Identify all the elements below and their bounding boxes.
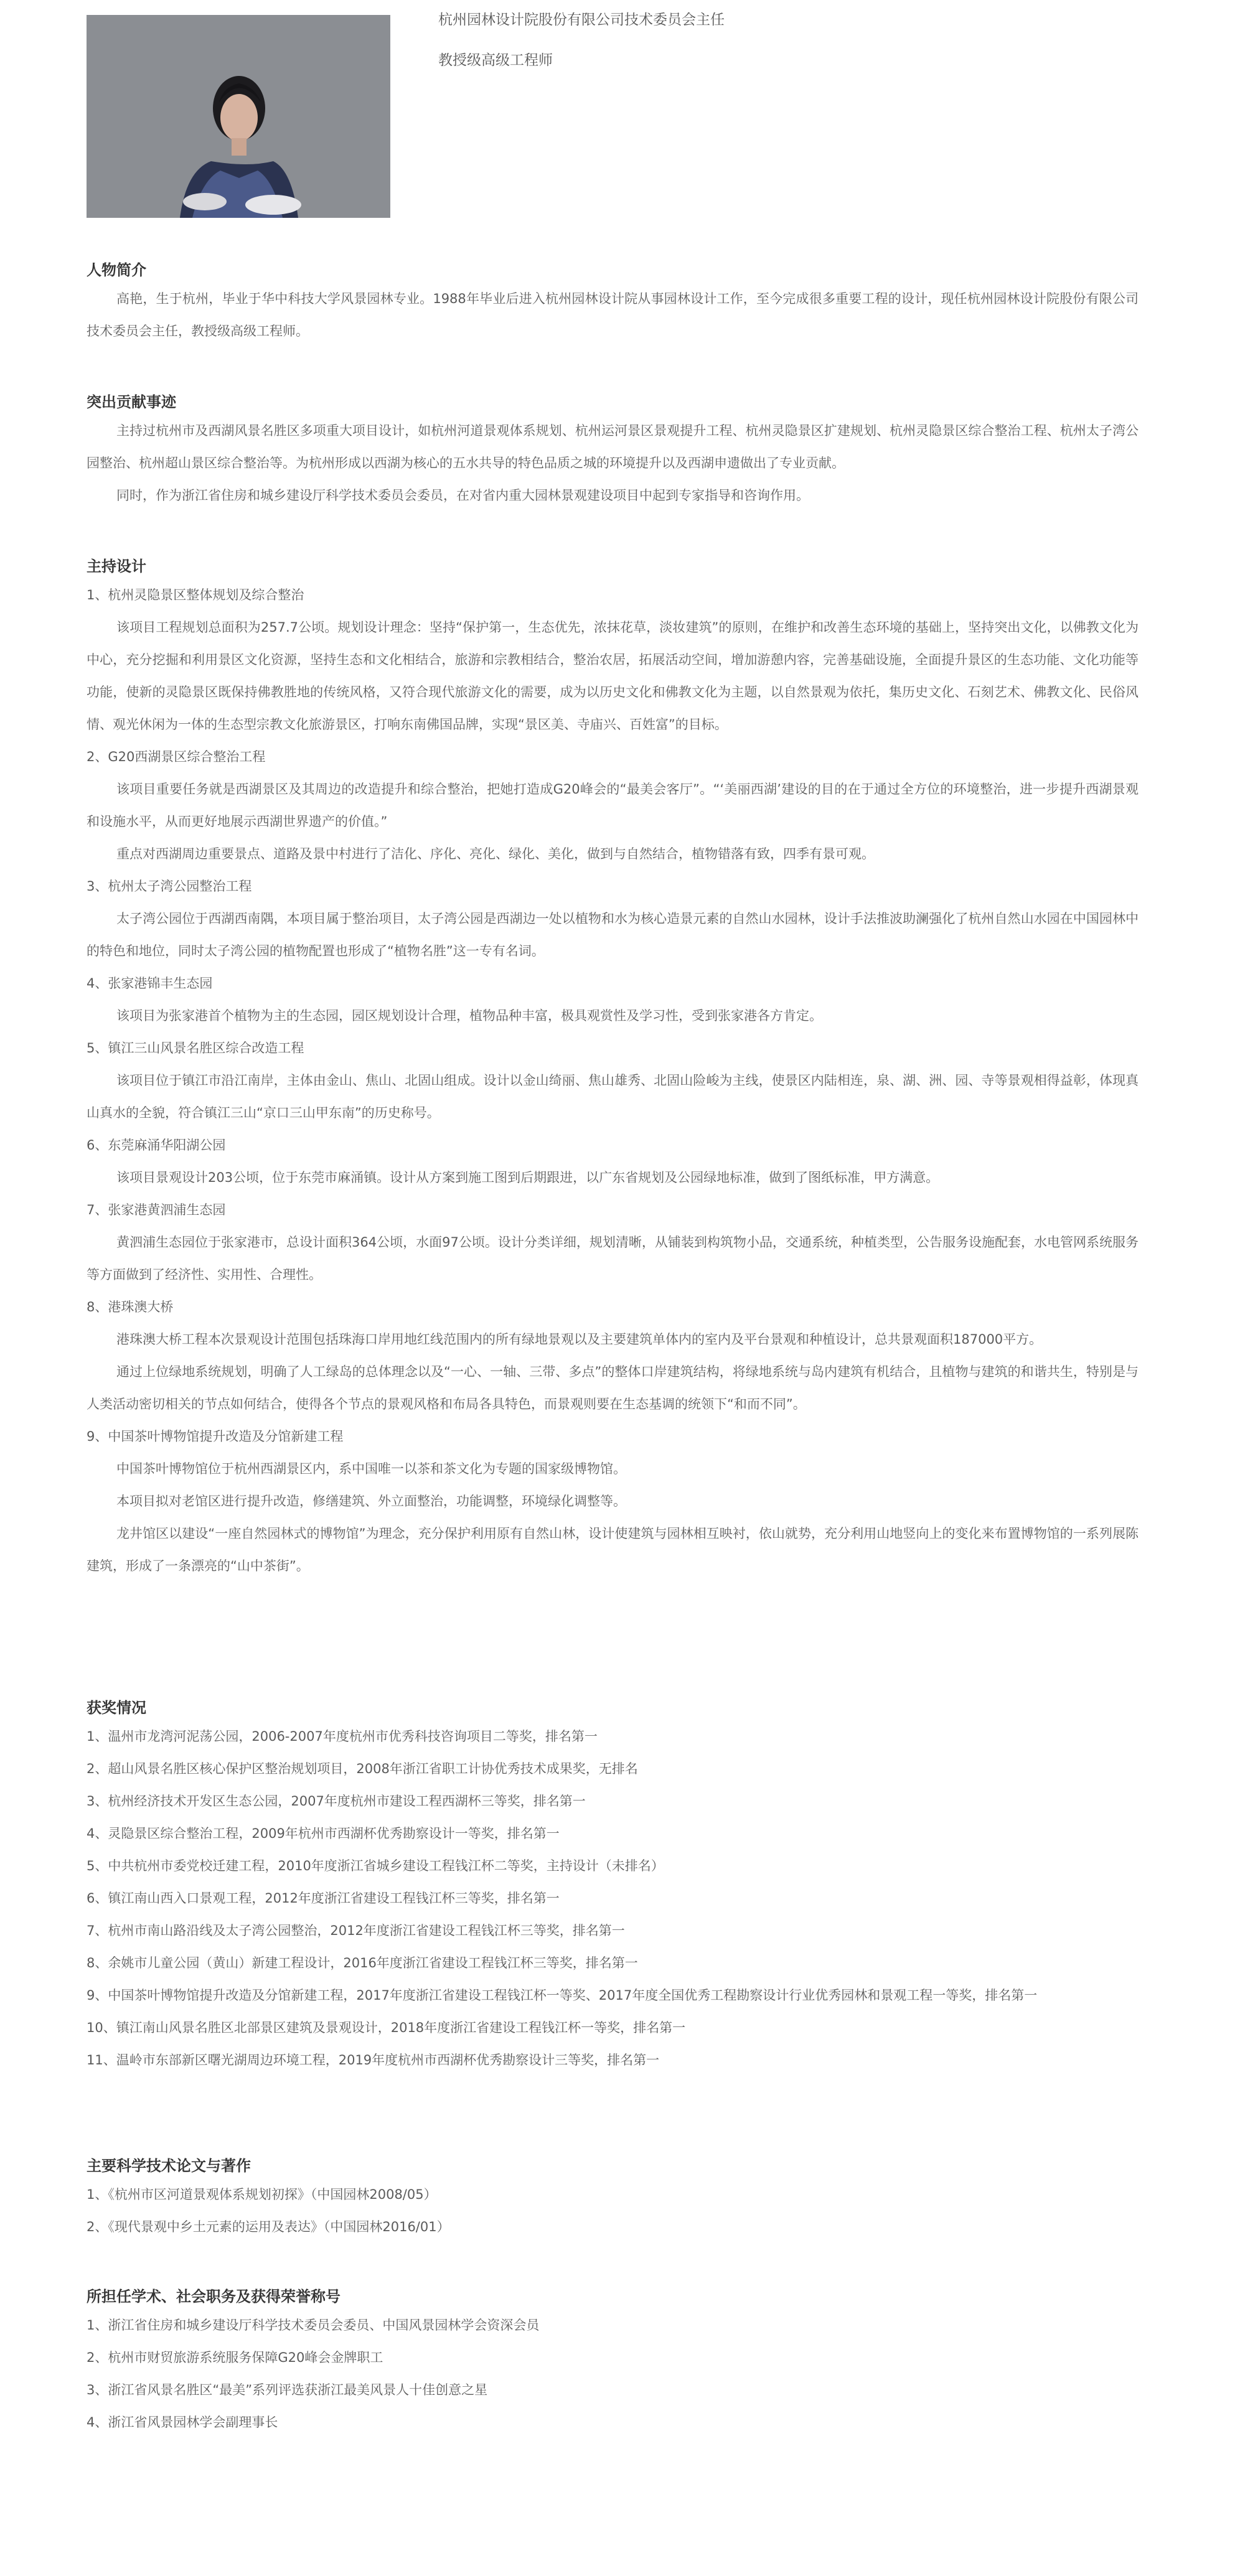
portrait-illustration — [87, 15, 390, 218]
intro-heading: 人物简介 — [87, 261, 146, 279]
design-item-paragraph: 黄泗浦生态园位于张家港市，总设计面积364公顷，水面97公顷。设计分类详细，规划清晰，从铺装到构筑物小品，交通系统，种植类型，公告服务设施配套，水电管网系统服务等方面做到了经济性、实用性、合理性。 — [87, 1235, 1139, 1282]
award-item: 11、温岭市东部新区曙光湖周边环境工程，2019年度杭州市西湖杯优秀勘察设计三等奖，排名第一 — [87, 2053, 660, 2068]
portrait-photo — [87, 15, 390, 218]
design-item-paragraph: 本项目拟对老馆区进行提升改造，修缮建筑、外立面整治，功能调整，环境绿化调整等。 — [116, 1494, 626, 1509]
design-item-paragraph: 该项目景观设计203公顷，位于东莞市麻涌镇。设计从方案到施工图到后期跟进，以广东省规划及公园绿地标准，做到了图纸标准，甲方满意。 — [116, 1170, 939, 1185]
design-item-title: 8、港珠澳大桥 — [87, 1300, 174, 1314]
award-item: 8、余姚市儿童公园（黄山）新建工程设计，2016年度浙江省建设工程钱江杯三等奖，排名第一 — [87, 1955, 638, 1970]
award-item: 5、中共杭州市委党校迁建工程，2010年度浙江省城乡建设工程钱江杯二等奖，主持设计（未排名） — [87, 1858, 664, 1873]
award-item: 7、杭州市南山路沿线及太子湾公园整治，2012年度浙江省建设工程钱江杯三等奖，排名第一 — [87, 1923, 625, 1938]
contributions-section — [87, 390, 1139, 512]
professional-title-text: 教授级高级工程师 — [438, 52, 553, 68]
design-item-paragraph: 通过上位绿地系统规划，明确了人工绿岛的总体理念以及“一心、一轴、三带、多点”的整体口岸建筑结构，将绿地系统与岛内建筑有机结合，且植物与建筑的和谐共生，特别是与人类活动密切相关的节点如何结合，使得各个节点的景观风格和布局各具特色，而景观则要在生态基调的统领下“和而不同”。 — [87, 1364, 1139, 1412]
profile-titles — [438, 7, 725, 88]
designs-heading: 主持设计 — [87, 558, 146, 575]
design-item-title: 5、镇江三山风景名胜区综合改造工程 — [87, 1041, 304, 1056]
design-item-title: 1、杭州灵隐景区整体规划及综合整治 — [87, 588, 304, 602]
award-item: 6、镇江南山西入口景观工程，2012年度浙江省建设工程钱江杯三等奖，排名第一 — [87, 1891, 560, 1906]
design-item-paragraph: 港珠澳大桥工程本次景观设计范围包括珠海口岸用地红线范围内的所有绿地景观以及主要建筑单体内的室内及平台景观和种植设计，总共景观面积187000平方。 — [116, 1332, 1043, 1347]
design-item-title: 3、杭州太子湾公园整治工程 — [87, 879, 252, 894]
design-item-paragraph: 该项目位于镇江市沿江南岸，主体由金山、焦山、北固山组成。设计以金山绮丽、焦山雄秀、北固山险峻为主线，使景区内陆相连，泉、湖、洲、园、寺等景观相得益彰，体现真山真水的全貌，符合镇江三山“京口三山甲东南”的历史称号。 — [87, 1073, 1139, 1120]
papers-heading: 主要科学技术论文与著作 — [87, 2157, 251, 2175]
award-item: 3、杭州经济技术开发区生态公园，2007年度杭州市建设工程西湖杯三等奖，排名第一 — [87, 1794, 586, 1809]
award-item: 2、超山风景名胜区核心保护区整治规划项目，2008年浙江省职工计协优秀技术成果奖，无排名 — [87, 1761, 638, 1776]
design-item-paragraph: 中国茶叶博物馆位于杭州西湖景区内，系中国唯一以茶和茶文化为专题的国家级博物馆。 — [116, 1461, 626, 1476]
awards-heading: 获奖情况 — [87, 1699, 146, 1717]
design-item-paragraph: 该项目工程规划总面积为257.7公顷。规划设计理念：坚持“保护第一，生态优先，浓抹花草，淡妆建筑”的原则，在维护和改善生态环境的基础上，坚持突出文化，以佛教文化为中心，充分挖掘和利用景区文化资源，坚持生态和文化相结合，旅游和宗教相结合，整治农居，拓展活动空间，增加游憩内容，完善基础设施，全面提升景区的生态功能、文化功能等功能，使新的灵隐景区既保持佛教胜地的传统风格，又符合现代旅游文化的需要，成为以历史文化和佛教文化为主题，以自然景观为依托，集历史文化、石刻艺术、佛教文化、民俗风情、观光休闲为一体的生态型宗教文化旅游景区，打响东南佛国品牌，实现“景区美、寺庙兴、百姓富”的目标。 — [87, 620, 1139, 732]
design-item-paragraph: 太子湾公园位于西湖西南隅，本项目属于整治项目，太子湾公园是西湖边一处以植物和水为核心造景元素的自然山水园林，设计手法推波助澜强化了杭州自然山水园在中国园林中的特色和地位，同时太子湾公园的植物配置也形成了“植物名胜”这一专有名词。 — [87, 911, 1139, 958]
design-item-paragraph: 龙井馆区以建设“一座自然园林式的博物馆”为理念，充分保护利用原有自然山林，设计使建筑与园林相互映衬，依山就势，充分利用山地竖向上的变化来布置博物馆的一系列展陈建筑，形成了一条漂亮的“山中茶街”。 — [87, 1526, 1139, 1573]
intro-paragraph: 高艳，生于杭州，毕业于华中科技大学风景园林专业。1988年毕业后进入杭州园林设计院从事园林设计工作，至今完成很多重要工程的设计，现任杭州园林设计院股份有限公司技术委员会主任，教授级高级工程师。 — [87, 291, 1139, 339]
award-item: 4、灵隐景区综合整治工程，2009年杭州市西湖杯优秀勘察设计一等奖，排名第一 — [87, 1826, 560, 1841]
paper-item: 2、《现代景观中乡土元素的运用及表达》（中国园林2016/01） — [87, 2219, 450, 2234]
intro-section — [87, 258, 1139, 347]
profile-header — [87, 0, 1139, 218]
contributions-heading: 突出贡献事迹 — [87, 393, 176, 411]
position-item: 3、浙江省风景名胜区“最美”系列评选获浙江最美风景人十佳创意之星 — [87, 2382, 488, 2397]
design-item-title: 6、东莞麻涌华阳湖公园 — [87, 1138, 226, 1153]
positions-section — [87, 2284, 1139, 2438]
design-item-paragraph: 重点对西湖周边重要景点、道路及景中村进行了洁化、序化、亮化、绿化、美化，做到与自然结合，植物错落有致，四季有景可观。 — [116, 846, 875, 861]
award-item: 9、中国茶叶博物馆提升改造及分馆新建工程，2017年度浙江省建设工程钱江杯一等奖、2017年度全国优秀工程勘察设计行业优秀园林和景观工程一等奖，排名第一 — [87, 1988, 1038, 2003]
position-item: 4、浙江省风景园林学会副理事长 — [87, 2415, 278, 2430]
design-item-title: 2、G20西湖景区综合整治工程 — [87, 749, 266, 764]
position-item: 1、浙江省住房和城乡建设厅科学技术委员会委员、中国风景园林学会资深会员 — [87, 2318, 540, 2333]
papers-section — [87, 2153, 1139, 2243]
design-item-paragraph: 该项目重要任务就是西湖景区及其周边的改造提升和综合整治，把她打造成G20峰会的“最美会客厅”。“‘美丽西湖’建设的目的在于通过全方位的环境整治，进一步提升西湖景观和设施水平，从而更好地展示西湖世界遗产的价值。” — [87, 782, 1139, 829]
contributions-paragraph: 同时，作为浙江省住房和城乡建设厅科学技术委员会委员，在对省内重大园林景观建设项目中起到专家指导和咨询作用。 — [116, 488, 809, 503]
design-item-title: 4、张家港锦丰生态园 — [87, 976, 213, 991]
position-item: 2、杭州市财贸旅游系统服务保障G20峰会金牌职工 — [87, 2350, 383, 2365]
positions-heading: 所担任学术、社会职务及获得荣誉称号 — [87, 2288, 341, 2305]
award-item: 10、镇江南山风景名胜区北部景区建筑及景观设计，2018年度浙江省建设工程钱江杯一等奖，排名第一 — [87, 2020, 686, 2035]
awards-section — [87, 1695, 1139, 2076]
design-item-title: 7、张家港黄泗浦生态园 — [87, 1202, 226, 1217]
position-text: 杭州园林设计院股份有限公司技术委员会主任 — [438, 12, 725, 28]
designs-section — [87, 554, 1139, 1582]
award-item: 1、温州市龙湾河泥荡公园，2006-2007年度杭州市优秀科技咨询项目二等奖，排名第一 — [87, 1729, 598, 1744]
design-item-title: 9、中国茶叶博物馆提升改造及分馆新建工程 — [87, 1429, 344, 1444]
contributions-paragraph: 主持过杭州市及西湖风景名胜区多项重大项目设计，如杭州河道景观体系规划、杭州运河景区景观提升工程、杭州灵隐景区扩建规划、杭州灵隐景区综合整治工程、杭州太子湾公园整治、杭州超山景区综合整治等。为杭州形成以西湖为核心的五水共导的特色品质之城的环境提升以及西湖申遗做出了专业贡献。 — [87, 423, 1139, 471]
design-item-paragraph: 该项目为张家港首个植物为主的生态园，园区规划设计合理，植物品种丰富，极具观赏性及学习性，受到张家港各方肯定。 — [116, 1008, 822, 1023]
profile-page — [87, 0, 1139, 2430]
paper-item: 1、《杭州市区河道景观体系规划初探》（中国园林2008/05） — [87, 2187, 437, 2202]
